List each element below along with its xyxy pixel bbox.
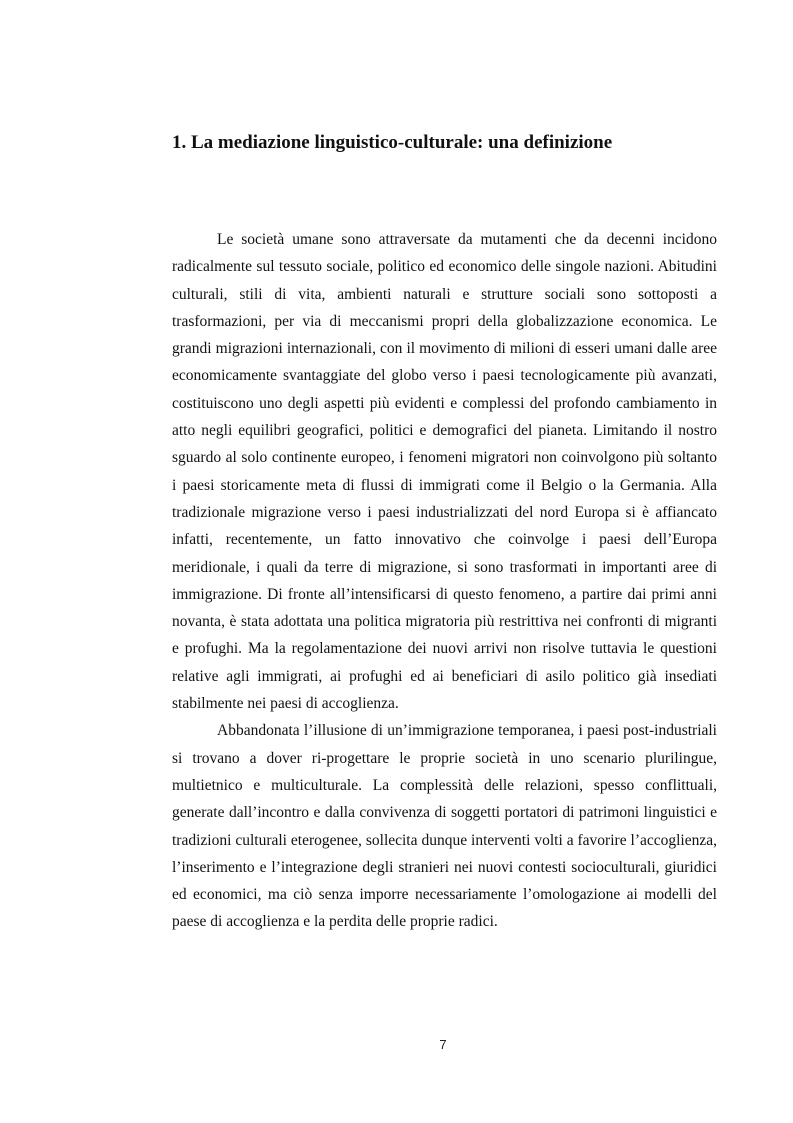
page-number: 7: [439, 1037, 447, 1052]
body-text: [172, 226, 717, 936]
paragraph: Abbandonata l’illusione di un’immigrazione temporanea, i paesi post-industriali si trovano a dover ri-progettare le proprie società in uno scenario plurilingue, multietnico e multiculturale. La complessità delle relazioni, spesso conflittuali, generate dall’incontro e dalla convivenza di soggetti portatori di patrimoni linguistici e tradizioni culturali eterogenee, sollecita dunque interventi volti a favorire l’accoglienza, l’inserimento e l’integrazione degli stranieri nei nuovi contesti socioculturali, giuridici ed economici, ma ciò senza imporre necessariamente l’omologazione ai modelli del paese di accoglienza e la perdita delle proprie radici.: [172, 722, 717, 931]
paragraph: Le società umane sono attraversate da mutamenti che da decenni incidono radicalmente sul tessuto sociale, politico ed economico delle singole nazioni. Abitudini culturali, stili di vita, ambienti naturali e strutture sociali sono sottoposti a trasformazioni, per via di meccanismi propri della globalizzazione economica. Le grandi migrazioni internazionali, con il movimento di milioni di esseri umani dalle aree economicamente svantaggiate del globo verso i paesi tecnologicamente più avanzati, costituiscono uno degli aspetti più evidenti e complessi del profondo cambiamento in atto negli equilibri geografici, politici e demografici del pianeta. Limitando il nostro sguardo al solo continente europeo, i fenomeni migratori non coinvolgono più soltanto i paesi storicamente meta di flussi di immigrati come il Belgio o la Germania. Alla tradizionale migrazione verso i paesi industrializzati del nord Europa si è affiancato infatti, recentemente, un fatto innovativo che coinvolge i paesi dell’Europa meridionale, i quali da terre di migrazione, si sono trasformati in importanti aree di immigrazione. Di fronte all’intensificarsi di questo fenomeno, a partire dai primi anni novanta, è stata adottata una politica migratoria più restrittiva nei confronti di migranti e profughi. Ma la regolamentazione dei nuovi arrivi non risolve tuttavia le questioni relative agli immigrati, ai profughi ed ai beneficiari di asilo politico già insediati stabilmente nei paesi di accoglienza.: [172, 231, 717, 713]
chapter-heading: 1. La mediazione linguistico-culturale: una definizione: [172, 132, 613, 153]
